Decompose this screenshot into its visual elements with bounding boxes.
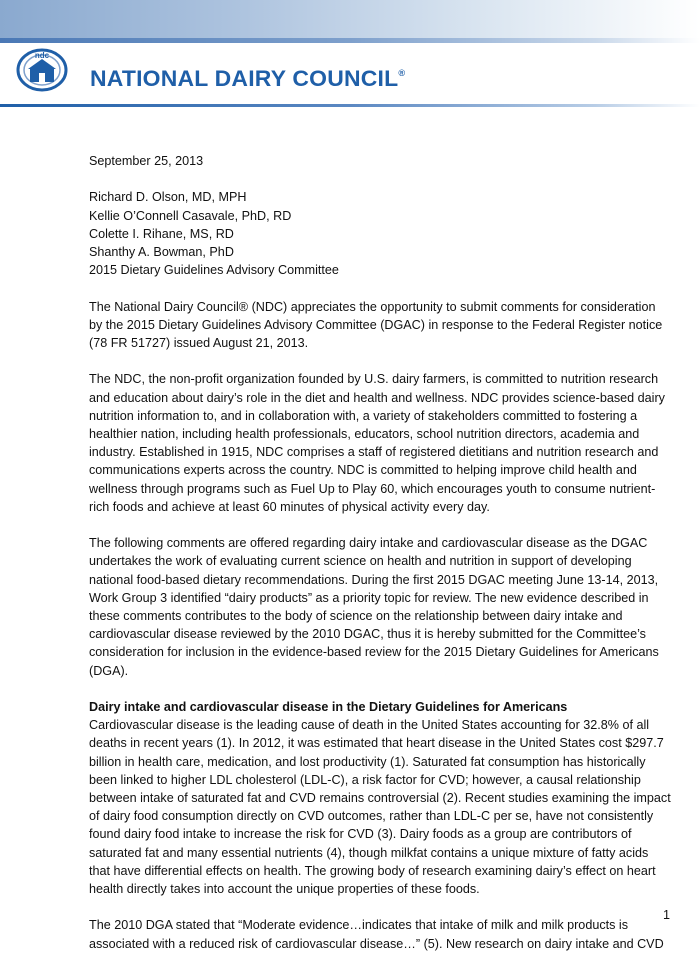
recipient-block	[89, 188, 671, 279]
recipient-line: Shanthy A. Bowman, PhD	[89, 245, 234, 259]
recipient-line: Kellie O’Connell Casavale, PhD, RD	[89, 208, 292, 223]
cvd-paragraph: Cardiovascular disease is the leading cause of death in the United States accounting for 32.8% of all deaths in recent years (1). In 2012, it was estimated that heart disease in the United States cost $297.7 billion in health care, medication, and lost productivity (1). Saturated fat consumption has historically been linked to higher LDL cholesterol (LDL-C), a risk factor for CVD; however, a causal relationship between intake of saturated fat and CVD remains controversial (2). Recent studies examining the impact of dairy food consumption directly on CVD outcomes, rather than LDL-C per se, have not consistently found dairy food intake to increase the risk for CVD (3). Dairy foods as a group are contributors of saturated fat and many essential nutrients (4), though milkfat contains a unique mixture of fatty acids that have differential effects on health. The growing body of research examining dairy’s effect on heart health directly takes into account the unique properties of these foods.	[89, 718, 671, 897]
dga-paragraph: The 2010 DGA stated that “Moderate evidence…indicates that intake of milk and milk products is associated with a reduced risk of cardiovascular disease…” (5). New research on dairy intake and CVD	[89, 918, 664, 951]
recipient-line: Richard D. Olson, MD, MPH	[89, 190, 247, 205]
page-number: 1	[662, 908, 670, 922]
letter-body	[89, 152, 671, 953]
brand-name	[90, 66, 405, 92]
intro-paragraph: The National Dairy Council® (NDC) appreciates the opportunity to submit comments for consideration by the 2015 Dietary Guidelines Advisory Committee (DGAC) in response to the Federal Register notice (78 FR 51727) issued August 21, 2013.	[89, 299, 663, 350]
brand-name-text: NATIONAL DAIRY COUNCIL	[90, 66, 399, 91]
letter-date: September 25, 2013	[89, 154, 204, 168]
registered-mark: ®	[398, 68, 406, 78]
recipient-line: Colette I. Rihane, MS, RD	[89, 226, 234, 241]
comments-purpose-paragraph: The following comments are offered regarding dairy intake and cardiovascular disease as the DGAC undertakes the work of evaluating current science on health and nutrition in support of developing national food-based dietary recommendations. During the first 2015 DGAC meeting June 13-14, 2013, Work Group 3 identified “dairy products” as a priority topic for review. The new evidence described in these comments contributes to the body of science on the relationship between dairy intake and cardiovascular disease reviewed by the 2010 DGAC, thus it is hereby submitted for the Committee’s consideration for inclusion in the evidence-based review for the 2015 Dietary Guidelines for Americans (DGA).	[89, 536, 659, 678]
logo-text: ndc	[34, 51, 50, 60]
header-accent-line	[0, 38, 700, 43]
header-banner	[0, 0, 700, 38]
section-heading: Dairy intake and cardiovascular disease in the Dietary Guidelines for Americans	[89, 700, 568, 715]
ndc-logo-icon	[16, 48, 68, 92]
ndc-description-paragraph: The NDC, the non-profit organization founded by U.S. dairy farmers, is committed to nutrition research and education about dairy’s role in the diet and health and wellness. NDC provides science-based dairy nutrition information to, and in collaboration with, a variety of stakeholders committed to fostering a healthier nation, including health professionals, educators, school nutrition directors, academia and industry. Established in 1915, NDC comprises a staff of registered dietitians and nutrition research and communications experts across the country. NDC is committed to helping improve child health and wellness through programs such as Fuel Up to Play 60, which encourages youth to consume nutrient-rich foods and achieve at least 60 minutes of physical activity every day.	[89, 372, 665, 514]
recipient-line: 2015 Dietary Guidelines Advisory Committee	[89, 263, 339, 278]
header-rule	[0, 104, 700, 107]
